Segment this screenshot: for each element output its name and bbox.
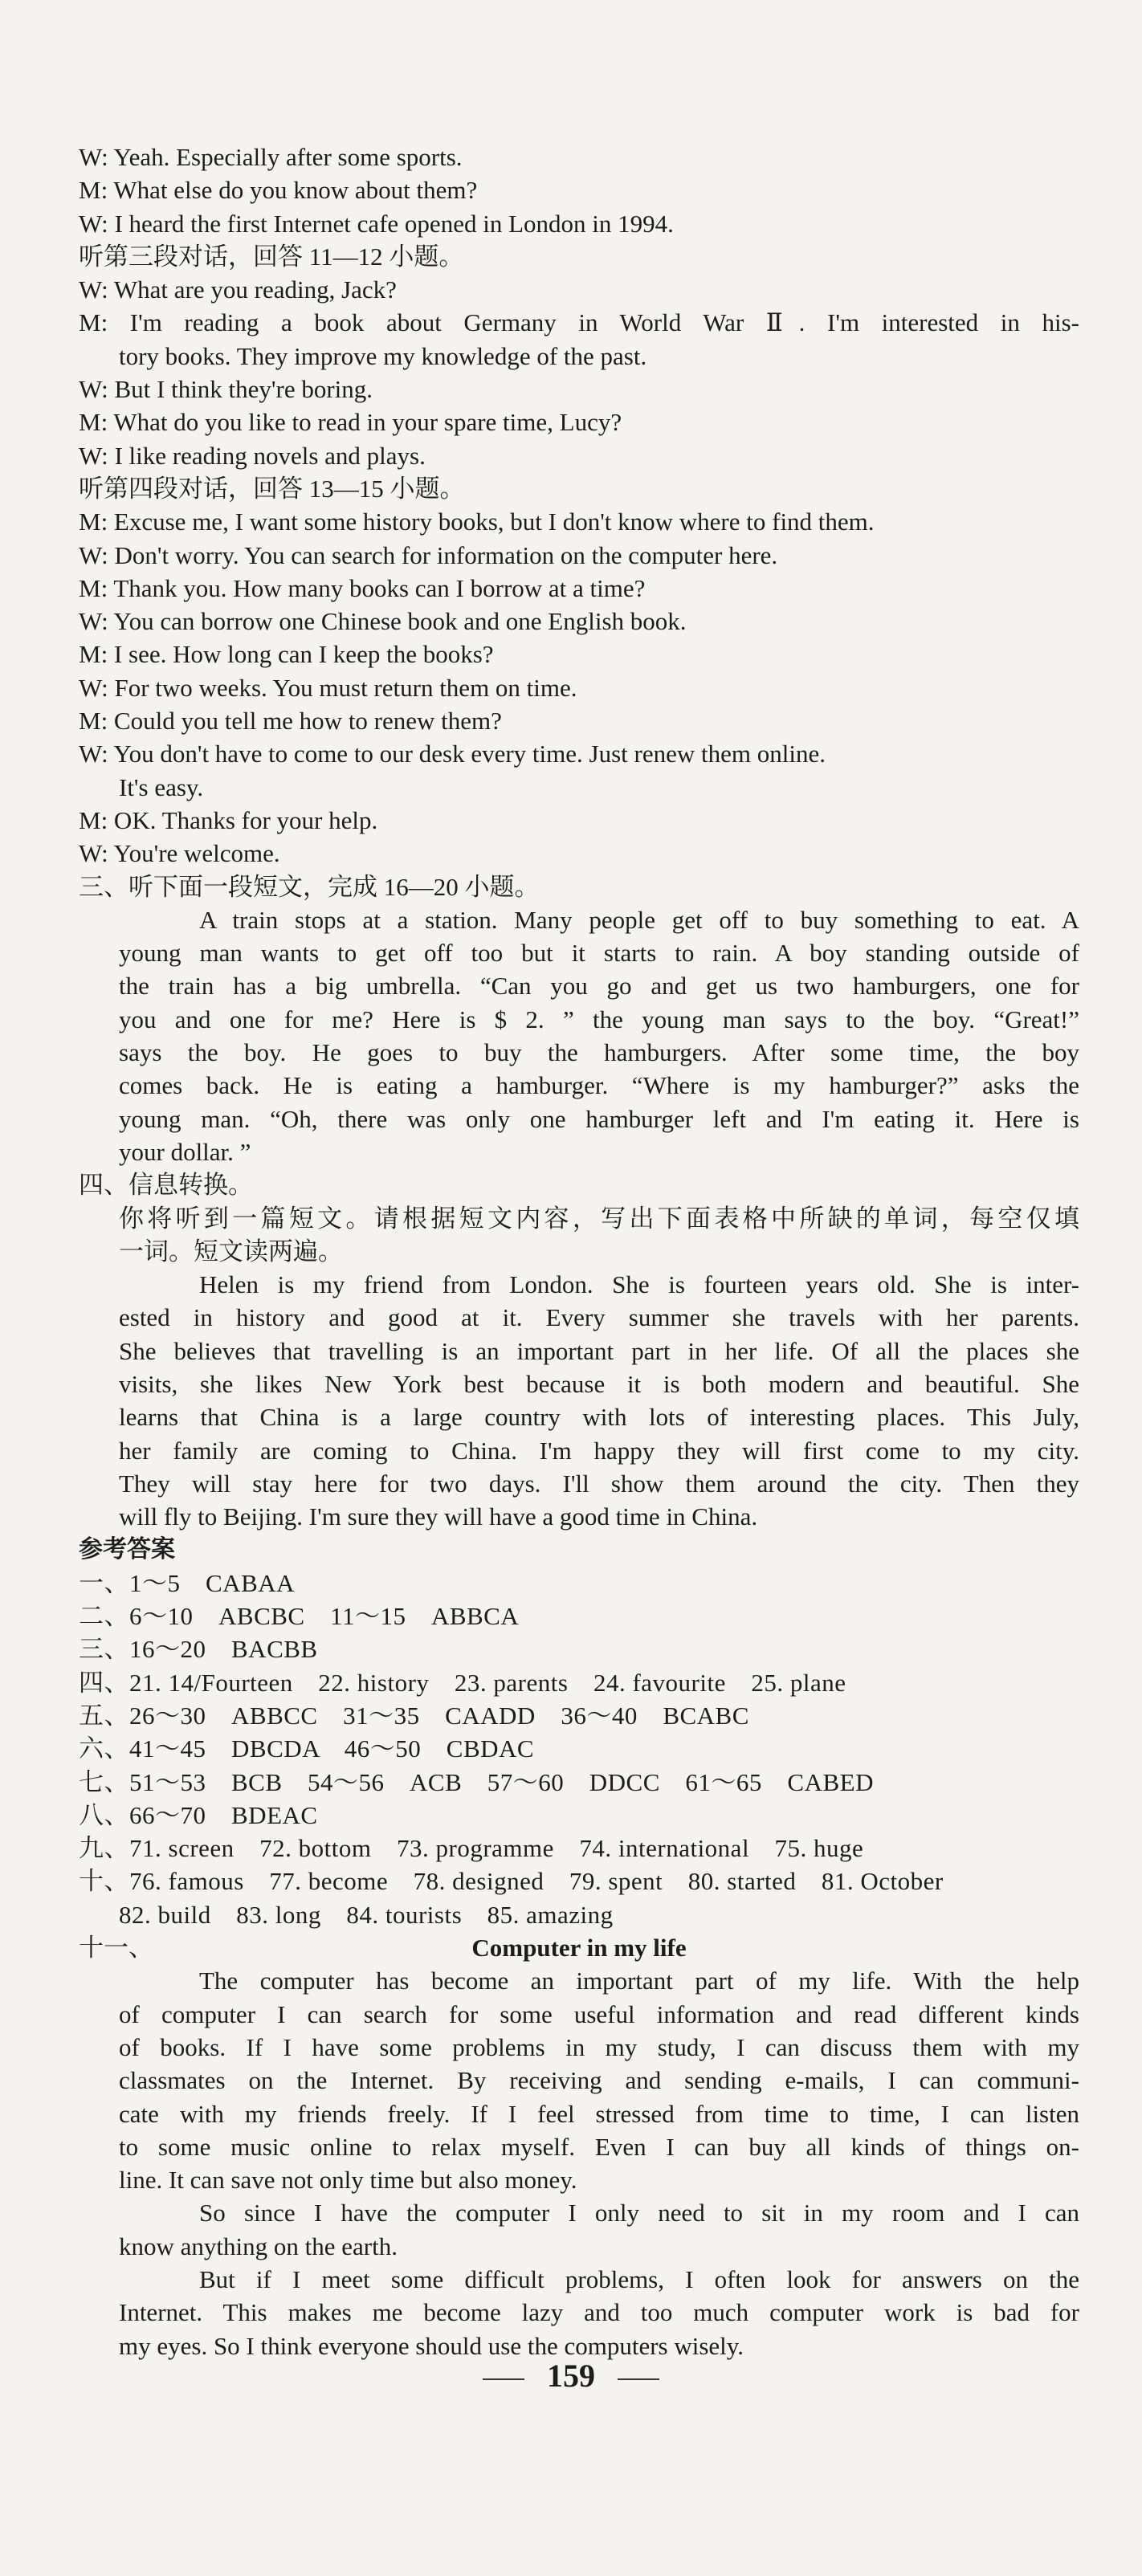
essay-title: Computer in my life — [471, 1934, 687, 1963]
essay-title-row — [79, 1931, 1079, 1964]
text-line: W: But I think they're boring. — [79, 375, 373, 404]
essay-line: classmates on the Internet. By receiving and sending e-mails, I can communi- — [119, 2066, 1079, 2095]
text-line: M: I'm reading a book about Germany in World War Ⅱ. I'm interested in his- — [79, 308, 1079, 337]
text-line: says the boy. He goes to buy the hamburgers. After some time, the boy — [119, 1038, 1079, 1067]
text-line: M: What do you like to read in your spare time, Lucy? — [79, 408, 622, 437]
text-line: 二、6～10 ABCBC 11～15 ABBCA — [79, 1602, 520, 1631]
text-line: 八、66～70 BDEAC — [79, 1800, 318, 1829]
text-line: W: What are you reading, Jack? — [79, 275, 397, 304]
page-number — [0, 2357, 1142, 2395]
text-body — [79, 141, 1079, 1931]
text-line: tory books. They improve my knowledge of the past. — [119, 341, 647, 370]
text-line: She believes that travelling is an important part in her life. Of all the places she — [119, 1336, 1079, 1365]
essay-line: to some music online to relax myself. Even I can buy all kinds of things on- — [119, 2132, 1079, 2161]
text-line: W: You can borrow one Chinese book and one English book. — [79, 607, 687, 636]
text-line: They will stay here for two days. I'll show them around the city. Then they — [119, 1469, 1079, 1498]
essay-line: But if I meet some difficult problems, I often look for answers on the — [199, 2265, 1079, 2293]
text-line: 你将听到一篇短文。请根据短文内容，写出下面表格中所缺的单词，每空仅填 — [119, 1204, 1079, 1233]
text-line: 一、1～5 CABAA — [79, 1568, 296, 1597]
text-line: 三、16～20 BACBB — [79, 1635, 318, 1664]
text-line: W: You don't have to come to our desk every time. Just renew them online. — [79, 740, 826, 768]
text-line: 四、信息转换。 — [79, 1171, 253, 1200]
text-line: Helen is my friend from London. She is fourteen years old. She is inter- — [199, 1270, 1079, 1299]
essay-line: my eyes. So I think everyone should use the computers wisely. — [119, 2331, 744, 2360]
text-line: your dollar. ” — [119, 1137, 251, 1166]
text-line: W: I like reading novels and plays. — [79, 441, 426, 470]
text-line: you and one for me? Here is $ 2. ” the young man says to the boy. “Great!” — [119, 1005, 1079, 1033]
text-line: her family are coming to China. I'm happy they will first come to my city. — [119, 1436, 1079, 1465]
essay-body — [79, 1964, 1079, 2362]
page-number-text: 159 — [547, 2358, 595, 2394]
text-line: W: Yeah. Especially after some sports. — [79, 143, 463, 171]
text-line: 五、26～30 ABBCC 31～35 CAADD 36～40 BCABC — [79, 1701, 749, 1730]
text-line: M: I see. How long can I keep the books? — [79, 640, 494, 669]
text-line: 听第三段对话，回答 11—12 小题。 — [79, 242, 464, 271]
text-line: A train stops at a station. Many people get off to buy something to eat. A — [199, 905, 1079, 934]
text-line: It's easy. — [119, 772, 204, 801]
essay-line: Internet. This makes me become lazy and too much computer work is bad for — [119, 2298, 1079, 2327]
text-line: 参考答案 — [79, 1535, 175, 1564]
essay-line: of computer I can search for some useful information and read different kinds — [119, 1999, 1079, 2028]
text-line: the train has a big umbrella. “Can you go and get us two hamburgers, one for — [119, 972, 1079, 1001]
text-line: 听第四段对话，回答 13—15 小题。 — [79, 474, 465, 503]
text-line: ested in history and good at it. Every summer she travels with her parents. — [119, 1303, 1079, 1332]
text-line: 82. build 83. long 84. tourists 85. amazing — [119, 1900, 614, 1929]
text-line: W: You're welcome. — [79, 839, 280, 868]
text-line: will fly to Beijing. I'm sure they will have a good time in China. — [119, 1502, 758, 1531]
text-line: 四、21. 14/Fourteen 22. history 23. parents 24. favourite 25. plane — [79, 1668, 846, 1697]
text-line: 七、51～53 BCB 54～56 ACB 57～60 DDCC 61～65 CABED — [79, 1767, 874, 1796]
text-line: young man. “Oh, there was only one hamburger left and I'm eating it. Here is — [119, 1104, 1079, 1133]
essay-label: 十一、 — [79, 1934, 153, 1963]
essay-line: line. It can save not only time but also money. — [119, 2166, 577, 2195]
text-line: 六、41～45 DBCDA 46～50 CBDAC — [79, 1734, 535, 1763]
page-number-dash-left — [483, 2378, 524, 2380]
text-line: W: Don't worry. You can search for information on the computer here. — [79, 540, 778, 569]
essay-line: The computer has become an important part of my life. With the help — [199, 1967, 1079, 1995]
essay-line: know anything on the earth. — [119, 2232, 398, 2260]
text-line: M: What else do you know about them? — [79, 176, 478, 205]
text-line: 一词。短文读两遍。 — [119, 1237, 343, 1266]
text-line: W: For two weeks. You must return them on time. — [79, 673, 577, 702]
text-line: learns that China is a large country with lots of interesting places. This July, — [119, 1403, 1079, 1432]
essay-line: of books. If I have some problems in my study, I can discuss them with my — [119, 2032, 1079, 2061]
text-line: 九、71. screen 72. bottom 73. programme 74. international 75. huge — [79, 1834, 864, 1863]
text-line: young man wants to get off too but it starts to rain. A boy standing outside of — [119, 939, 1079, 968]
text-line: comes back. He is eating a hamburger. “Where is my hamburger?” asks the — [119, 1071, 1079, 1100]
essay-line: cate with my friends freely. If I feel stressed from time to time, I can listen — [119, 2099, 1079, 2128]
text-line: M: Could you tell me how to renew them? — [79, 707, 502, 736]
text-line: 三、听下面一段短文，完成 16—20 小题。 — [79, 872, 540, 901]
essay-line: So since I have the computer I only need to sit in my room and I can — [199, 2199, 1079, 2228]
page-number-dash-right — [618, 2378, 659, 2380]
text-line: W: I heard the first Internet cafe opened in London in 1994. — [79, 209, 674, 238]
text-line: M: Excuse me, I want some history books, but I don't know where to find them. — [79, 507, 875, 536]
text-line: 十、76. famous 77. become 78. designed 79. spent 80. started 81. October — [79, 1867, 944, 1896]
text-line: M: OK. Thanks for your help. — [79, 805, 378, 834]
text-line: visits, she likes New York best because it is both modern and beautiful. She — [119, 1369, 1079, 1398]
text-line: M: Thank you. How many books can I borrow at a time? — [79, 573, 646, 602]
